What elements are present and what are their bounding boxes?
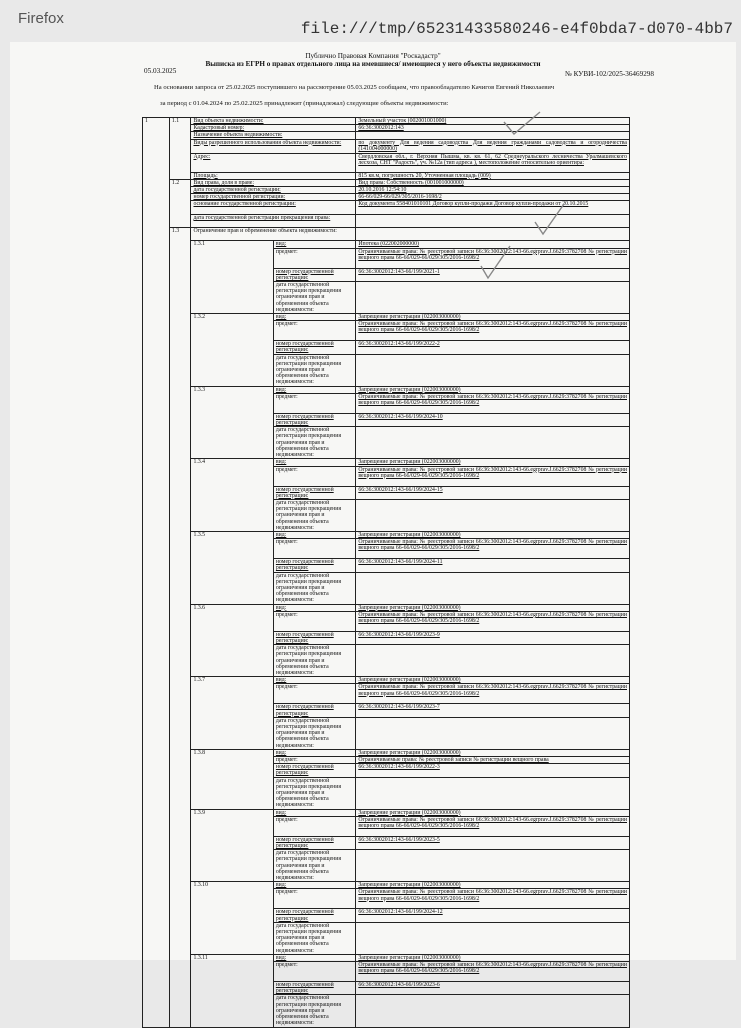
field-label: номер государственной регистрации: — [273, 559, 355, 572]
field-value — [356, 132, 630, 139]
restriction-number: 1.3.5 — [191, 531, 273, 604]
field-value — [356, 282, 630, 314]
field-label: дата государственной регистрации прекращения ограничения прав и обременения объекта недвижимости: — [273, 850, 355, 882]
checkmark-icon — [478, 242, 514, 282]
browser-chrome — [0, 0, 741, 42]
restriction-subject: Ограничиваемые права: № реестровой записи 66:36:3002012:143-66.egrprav.J.6629:3782708 № регистрации вещного права 66-66/029-66/029/305/2016-1698/2 — [356, 962, 630, 982]
field-label: вид: — [273, 241, 355, 248]
field-label: предмет: — [273, 889, 355, 909]
document-date: 05.03.2025 — [144, 67, 177, 75]
restriction-subject: Ограничиваемые права: № реестровой записи 66:36:3002012:143-66.egrprav.J.6629:3782708 № регистрации вещного права 66-66/029-66/029/305/2016-1698/2 — [356, 889, 630, 909]
field-label: Площадь: — [191, 172, 356, 179]
table-row — [143, 179, 630, 186]
field-label: номер государственной регистрации: — [191, 194, 356, 201]
field-label: основание государственной регистрации: — [191, 201, 356, 215]
table-row — [143, 172, 630, 179]
field-value: 20.10.2016 12:54:10 — [356, 187, 630, 194]
field-label: дата государственной регистрации прекращения ограничения прав и обременения объекта недвижимости: — [273, 427, 355, 459]
field-label: дата государственной регистрации прекращения ограничения прав и обременения объекта недвижимости: — [273, 922, 355, 954]
checkmark-icon — [500, 108, 544, 142]
field-label: вид: — [273, 882, 355, 889]
field-value — [356, 995, 630, 1027]
field-label: вид: — [273, 954, 355, 961]
field-label: предмет: — [273, 539, 355, 559]
field-value — [356, 777, 630, 809]
restrictions-header: Ограничение прав и обременение объекта недвижимости: — [191, 228, 356, 241]
property-table — [142, 117, 630, 1028]
registration-number: 66:36:3002012:143-66/199/2024-15 — [356, 486, 630, 499]
field-label: вид: — [273, 809, 355, 816]
restriction-type: Запрещение регистрации (022003000000) — [356, 604, 630, 611]
field-label: дата государственной регистрации прекращения ограничения прав и обременения объекта недвижимости: — [273, 354, 355, 386]
field-label: предмет: — [273, 611, 355, 631]
field-label: предмет: — [273, 466, 355, 486]
field-label: номер государственной регистрации: — [273, 909, 355, 922]
restriction-type: Запрещение регистрации (022003000000) — [356, 531, 630, 538]
field-label: номер государственной регистрации: — [273, 413, 355, 426]
document-number: № КУВИ-102/2025-36469298 — [564, 70, 654, 78]
field-value: Код документа 558401010101 Договор купли-продажи Договор купли-продажи от 20.10.2015 — [356, 201, 630, 215]
field-label: номер государственной регистрации: — [273, 764, 355, 777]
field-value: 66:36:3002012:143 — [356, 125, 630, 132]
field-value: по документу Для ведения садоводства Для ведения гражданами садоводства и огородничества (141004000000) — [356, 139, 630, 153]
company-name: Публично Правовая Компания "Роскадастр" — [305, 52, 441, 60]
restriction-subject: Ограничиваемые права: № реестровой записи 66:36:3002012:143-66.egrprav.J.6629:3782708 № регистрации вещного права 66-66/029-66/029/305/2016-1698/2 — [356, 321, 630, 341]
restriction-subject: Ограничиваемые права: № реестровой записи 66:36:3002012:143-66.egrprav.J.6629:3782708 № регистрации вещного права 66-66/029-66/029/305/2016-1698/2 — [356, 248, 630, 268]
field-value — [356, 850, 630, 882]
field-label: дата государственной регистрации прекращения ограничения прав и обременения объекта недвижимости: — [273, 995, 355, 1027]
table-row — [143, 386, 630, 393]
restriction-number: 1.3.7 — [191, 677, 273, 750]
field-label: номер государственной регистрации: — [273, 341, 355, 354]
field-label: Вид объекта недвижимости: — [191, 118, 356, 125]
restriction-type: Запрещение регистрации (022003000000) — [356, 954, 630, 961]
registration-number: 66:36:3002012:143-66/199/2024-10 — [356, 413, 630, 426]
table-row — [143, 314, 630, 321]
field-label: дата государственной регистрации прекращения ограничения прав и обременения объекта недвижимости: — [273, 645, 355, 677]
intro-paragraph: На основании запроса от 25.02.2025 поступившего на рассмотрение 05.03.2025 сообщаем, что правообладателю Качигов Евгений Николаевич — [154, 84, 555, 91]
checkmark-icon — [532, 200, 568, 238]
restriction-number: 1.3.11 — [191, 954, 273, 1027]
registration-number: 66:36:3002012:143-66/199/2023-6 — [356, 982, 630, 995]
field-label: дата государственной регистрации прекращения права: — [191, 215, 356, 228]
table-row — [143, 118, 630, 125]
field-label: вид: — [273, 531, 355, 538]
table-row — [143, 749, 630, 756]
restriction-type: Запрещение регистрации (022003000000) — [356, 749, 630, 756]
field-label: предмет: — [273, 684, 355, 704]
field-label: Вид права, доля в праве: — [191, 179, 356, 186]
field-value: 815 кв.м, погрешность 20, Уточненная площадь (009) — [356, 172, 630, 179]
table-row — [143, 153, 630, 172]
subsection-number: 1.2 — [169, 179, 191, 228]
restriction-type: Запрещение регистрации (022003000000) — [356, 459, 630, 466]
registration-number: 66:36:3002012:143-66/199/2024-12 — [356, 909, 630, 922]
field-label: предмет: — [273, 816, 355, 836]
restriction-number: 1.3.8 — [191, 749, 273, 809]
field-label: Назначение объекта недвижимости: — [191, 132, 356, 139]
table-row — [143, 809, 630, 816]
period-line: за период с 01.04.2024 по 25.02.2025 принадлежит (принадлежал) следующие объекты недвижимости: — [160, 100, 449, 107]
table-row — [143, 459, 630, 466]
registration-number: 66:36:3002012:143-66/199/2022-3 — [356, 764, 630, 777]
field-label: номер государственной регистрации: — [273, 982, 355, 995]
field-value — [356, 427, 630, 459]
restriction-type: Запрещение регистрации (022003000000) — [356, 386, 630, 393]
restriction-subject: Ограничиваемые права: № реестровой записи 66:36:3002012:143-66.egrprav.J.6629:3782708 № регистрации вещного права 66-66/029-66/029/305/2016-1698/2 — [356, 539, 630, 559]
subsection-number: 1.1 — [169, 118, 191, 180]
restriction-type: Запрещение регистрации (022003000000) — [356, 882, 630, 889]
field-label: вид: — [273, 386, 355, 393]
restriction-type: Запрещение регистрации (022003000000) — [356, 677, 630, 684]
field-value: Вид права: Собственность (001001000000) — [356, 179, 630, 186]
field-label: номер государственной регистрации: — [273, 836, 355, 849]
restriction-number: 1.3.6 — [191, 604, 273, 677]
restriction-subject: Ограничиваемые права: № реестровой записи 66:36:3002012:143-66.egrprav.J.6629:3782708 № регистрации вещного права 66-66/029-66/029/305/2016-1698/2 — [356, 466, 630, 486]
field-label: дата государственной регистрации прекращения ограничения прав и обременения объекта недвижимости: — [273, 777, 355, 809]
field-label: Виды разрешенного использования объекта недвижимости: — [191, 139, 356, 153]
restriction-subject: Ограничиваемые права: № реестровой записи 66:36:3002012:143-66.egrprav.J.6629:3782708 № регистрации вещного права 66-66/029-66/029/305/2016-1698/2 — [356, 684, 630, 704]
field-label: предмет: — [273, 321, 355, 341]
restriction-subject: Ограничиваемые права: № реестровой записи 66:36:3002012:143-66.egrprav.J.6629:3782708 № регистрации вещного права 66-66/029-66/029/305/2016-1698/2 — [356, 611, 630, 631]
restriction-number: 1.3.2 — [191, 314, 273, 387]
restriction-type: Запрещение регистрации (022003000000) — [356, 809, 630, 816]
table-row — [143, 187, 630, 194]
restriction-number: 1.3.3 — [191, 386, 273, 459]
restriction-number: 1.3.9 — [191, 809, 273, 882]
field-label: предмет: — [273, 248, 355, 268]
registration-number: 66:36:3002012:143-66/199/2023-9 — [356, 631, 630, 644]
registration-number: 66:36:3002012:143-66/199/2021-1 — [356, 268, 630, 281]
table-row — [143, 241, 630, 248]
registration-number: 66:36:3002012:143-66/199/2024-11 — [356, 559, 630, 572]
field-value: Земельный участок (002001001000) — [356, 118, 630, 125]
field-label: дата государственной регистрации прекращения ограничения прав и обременения объекта недвижимости: — [273, 499, 355, 531]
field-value: Свердловская обл., г. Верхняя Пышма, кв. кв. 61, 62 Среднеуральского лесничества Уралмашевского лесхоза, СНТ "Радость", уч. №12а (тип адреса ), местоположение относительно ориентира: — [356, 153, 630, 172]
table-row — [143, 882, 630, 889]
table-row — [143, 132, 630, 139]
field-label: номер государственной регистрации: — [273, 268, 355, 281]
restriction-number: 1.3.1 — [191, 241, 273, 314]
field-value — [356, 499, 630, 531]
field-value: 66-66/029-66/029/305/2016-1698/2 — [356, 194, 630, 201]
field-label: дата государственной регистрации прекращения ограничения прав и обременения объекта недвижимости: — [273, 572, 355, 604]
field-value — [356, 717, 630, 749]
field-label: номер государственной регистрации: — [273, 486, 355, 499]
restriction-type: Запрещение регистрации (022003000000) — [356, 314, 630, 321]
registration-number: 66:36:3002012:143-66/199/2023-5 — [356, 836, 630, 849]
restriction-number: 1.3.10 — [191, 882, 273, 955]
table-row — [143, 531, 630, 538]
section-number: 1 — [143, 118, 170, 1028]
field-label: номер государственной регистрации: — [273, 631, 355, 644]
restriction-subject: Ограничиваемые права: № реестровой записи 66:36:3002012:143-66.egrprav.J.6629:3782708 № регистрации вещного права 66-66/029-66/029/305/2016-1698/2 — [356, 816, 630, 836]
table-row — [143, 954, 630, 961]
field-label: предмет: — [273, 962, 355, 982]
document-title: Выписка из ЕГРН о правах отдельного лица на имевшиеся/ имеющиеся у него объекты недвижимости — [205, 60, 541, 68]
field-value — [356, 215, 630, 228]
field-label: вид: — [273, 749, 355, 756]
registration-number: 66:36:3002012:143-66/199/2022-2 — [356, 341, 630, 354]
table-row — [143, 677, 630, 684]
browser-name: Firefox — [18, 10, 64, 27]
field-value — [356, 354, 630, 386]
table-row — [143, 125, 630, 132]
table-row — [143, 604, 630, 611]
address-bar[interactable]: file:///tmp/65231433580246-e4f0bda7-d070-4bb7 — [300, 20, 733, 38]
field-label: вид: — [273, 604, 355, 611]
field-label: номер государственной регистрации: — [273, 704, 355, 717]
restriction-subject: Ограничиваемые права: № реестровой записи 66:36:3002012:143-66.egrprav.J.6629:3782708 № регистрации вещного права 66-66/029-66/029/305/2016-1698/2 — [356, 393, 630, 413]
field-label: Адрес: — [191, 153, 356, 172]
field-label: вид: — [273, 459, 355, 466]
subsection-number: 1.3 — [169, 228, 191, 1027]
field-value — [356, 922, 630, 954]
table-row — [143, 139, 630, 153]
document-page — [10, 42, 736, 1027]
field-label: вид: — [273, 314, 355, 321]
field-label: дата государственной регистрации прекращения ограничения прав и обременения объекта недвижимости: — [273, 282, 355, 314]
field-label: предмет: — [273, 393, 355, 413]
field-value — [356, 572, 630, 604]
field-value — [356, 645, 630, 677]
restriction-subject: Ограничиваемые права: № реестровой записи № регистрации вещного права — [356, 757, 630, 764]
registration-number: 66:36:3002012:143-66/199/2023-7 — [356, 704, 630, 717]
field-label: дата государственной регистрации: — [191, 187, 356, 194]
restriction-number: 1.3.4 — [191, 459, 273, 532]
restriction-type: Ипотека (022002000000) — [356, 241, 630, 248]
field-label: предмет: — [273, 757, 355, 764]
field-label: Кадастровый номер: — [191, 125, 356, 132]
field-label: вид: — [273, 677, 355, 684]
field-value — [356, 228, 630, 241]
field-label: дата государственной регистрации прекращения ограничения прав и обременения объекта недвижимости: — [273, 717, 355, 749]
